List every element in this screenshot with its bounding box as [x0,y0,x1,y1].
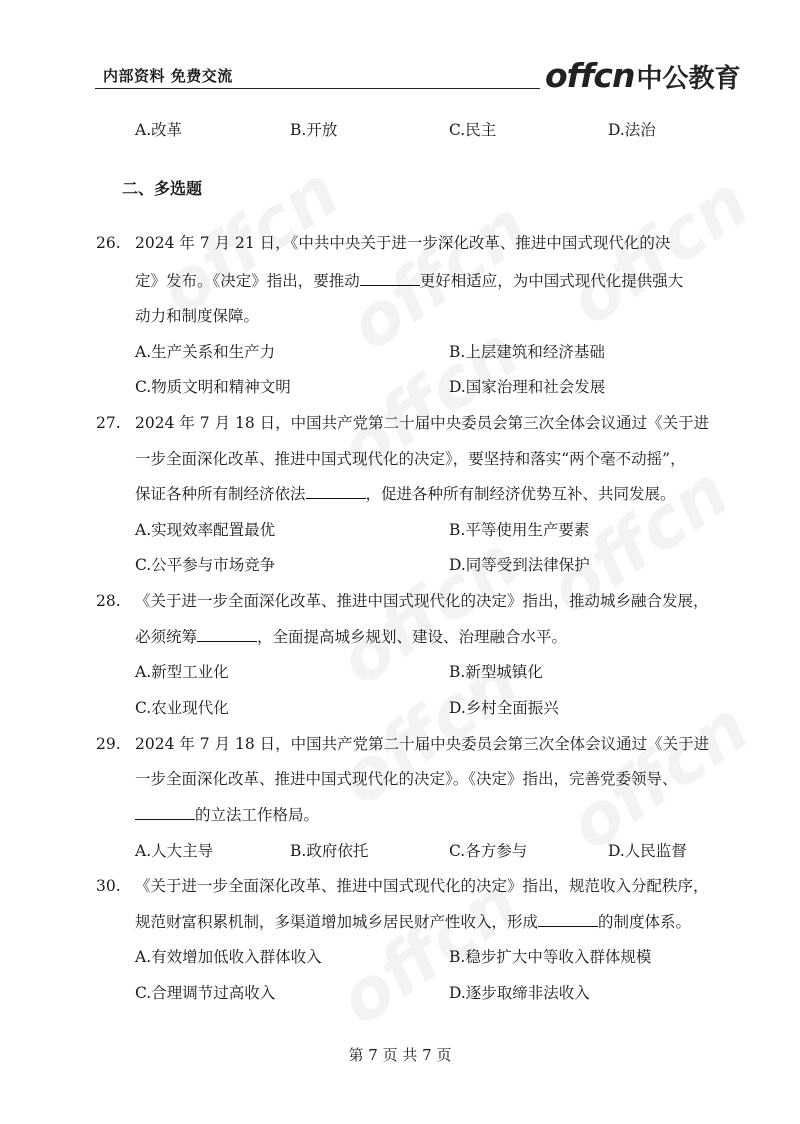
option-d: D.逐步取缔非法收入 [449,984,590,1002]
question-text-part: 保证各种所有制经济依法 [135,485,306,503]
question-number: 28. [96,592,121,610]
answer-blank [135,805,195,820]
option-a: A.新型工业化 [135,663,229,681]
option-d: D.人民监督 [608,842,687,860]
option-c: C.物质文明和精神文明 [135,378,291,396]
option-b: B.新型城镇化 [449,663,543,681]
question-text [135,271,683,291]
question-text: 《关于进一步全面深化改革、推进中国式现代化的决定》指出，规范收入分配秩序， [135,877,709,895]
option-c: C.公平参与市场竞争 [135,556,276,574]
option-a: A.有效增加低收入群体收入 [135,948,322,966]
question-text-part: ，促进各种所有制经济优势互补、共同发展。 [365,485,676,503]
question-text-part: ，全面提高城乡规划、建设、治理融合水平。 [257,628,568,646]
answer-blank [360,271,420,286]
question-text-part: 的制度体系。 [598,913,692,931]
logo-latin-text: offcn [545,56,635,95]
question-text [135,805,319,825]
option-c: C.各方参与 [449,842,528,860]
option-d: D.同等受到法律保护 [449,556,590,574]
option-b: B.开放 [290,121,338,139]
question-text [135,627,567,647]
question-text-part: 的立法工作格局。 [195,806,320,824]
option-b: B.稳步扩大中等收入群体规模 [449,948,652,966]
question-text-part: 定》发布。《决定》指出，要推动 [135,272,360,290]
option-d: D.国家治理和社会发展 [449,378,606,396]
question-number: 27. [96,414,121,432]
option-b: B.平等使用生产要素 [449,521,590,539]
question-text: 一步全面深化改革、推进中国式现代化的决定》，要坚持和落实“两个毫不动摇”， [135,450,686,468]
question-text: 《关于进一步全面深化改革、推进中国式现代化的决定》指出，推动城乡融合发展， [135,592,709,610]
question-number: 29. [96,735,121,753]
answer-blank [197,627,257,642]
answer-blank [306,484,366,499]
option-d: D.法治 [608,121,656,139]
question-text-part: 必须统筹 [135,628,198,646]
option-c: C.农业现代化 [135,699,229,717]
option-a: A.改革 [135,121,183,139]
question-text-part: 更好相适应，为中国式现代化提供强大 [419,272,684,290]
option-b: B.上层建筑和经济基础 [449,343,605,361]
option-b: B.政府依托 [290,842,369,860]
question-text: 2024 年 7 月 21 日，《中共中央关于进一步深化改革、推进中国式现代化的决 [135,234,671,252]
answer-blank [538,912,598,927]
option-d: D.乡村全面振兴 [449,699,559,717]
question-number: 26. [96,234,121,252]
header-rule [95,88,540,89]
question-number: 30. [96,877,121,895]
question-text: 2024 年 7 月 18 日，中国共产党第二十届中央委员会第三次全体会议通过《关于进 [135,735,710,753]
option-a: A.实现效率配置最优 [135,521,276,539]
option-a: A.人大主导 [135,842,214,860]
question-text: 2024 年 7 月 18 日，中国共产党第二十届中央委员会第三次全体会议通过《关于进 [135,414,710,432]
question-text-part: 规范财富积累机制，多渠道增加城乡居民财产性收入，形成 [135,913,539,931]
header-label: 内部资料 免费交流 [103,67,233,85]
question-text: 一步全面深化改革、推进中国式现代化的决定》。《决定》指出，完善党委领导、 [135,770,678,788]
question-text [135,484,676,504]
page-footer: 第 7 页 共 7 页 [348,1046,452,1064]
logo-chinese-text: 中公教育 [636,64,741,94]
offcn-logo [545,56,741,95]
question-text [135,912,691,932]
option-c: C.合理调节过高收入 [135,984,276,1002]
option-a: A.生产关系和生产力 [135,343,276,361]
question-text: 动力和制度保障。 [135,307,260,325]
section-title: 二、多选题 [122,179,203,198]
option-c: C.民主 [449,121,497,139]
